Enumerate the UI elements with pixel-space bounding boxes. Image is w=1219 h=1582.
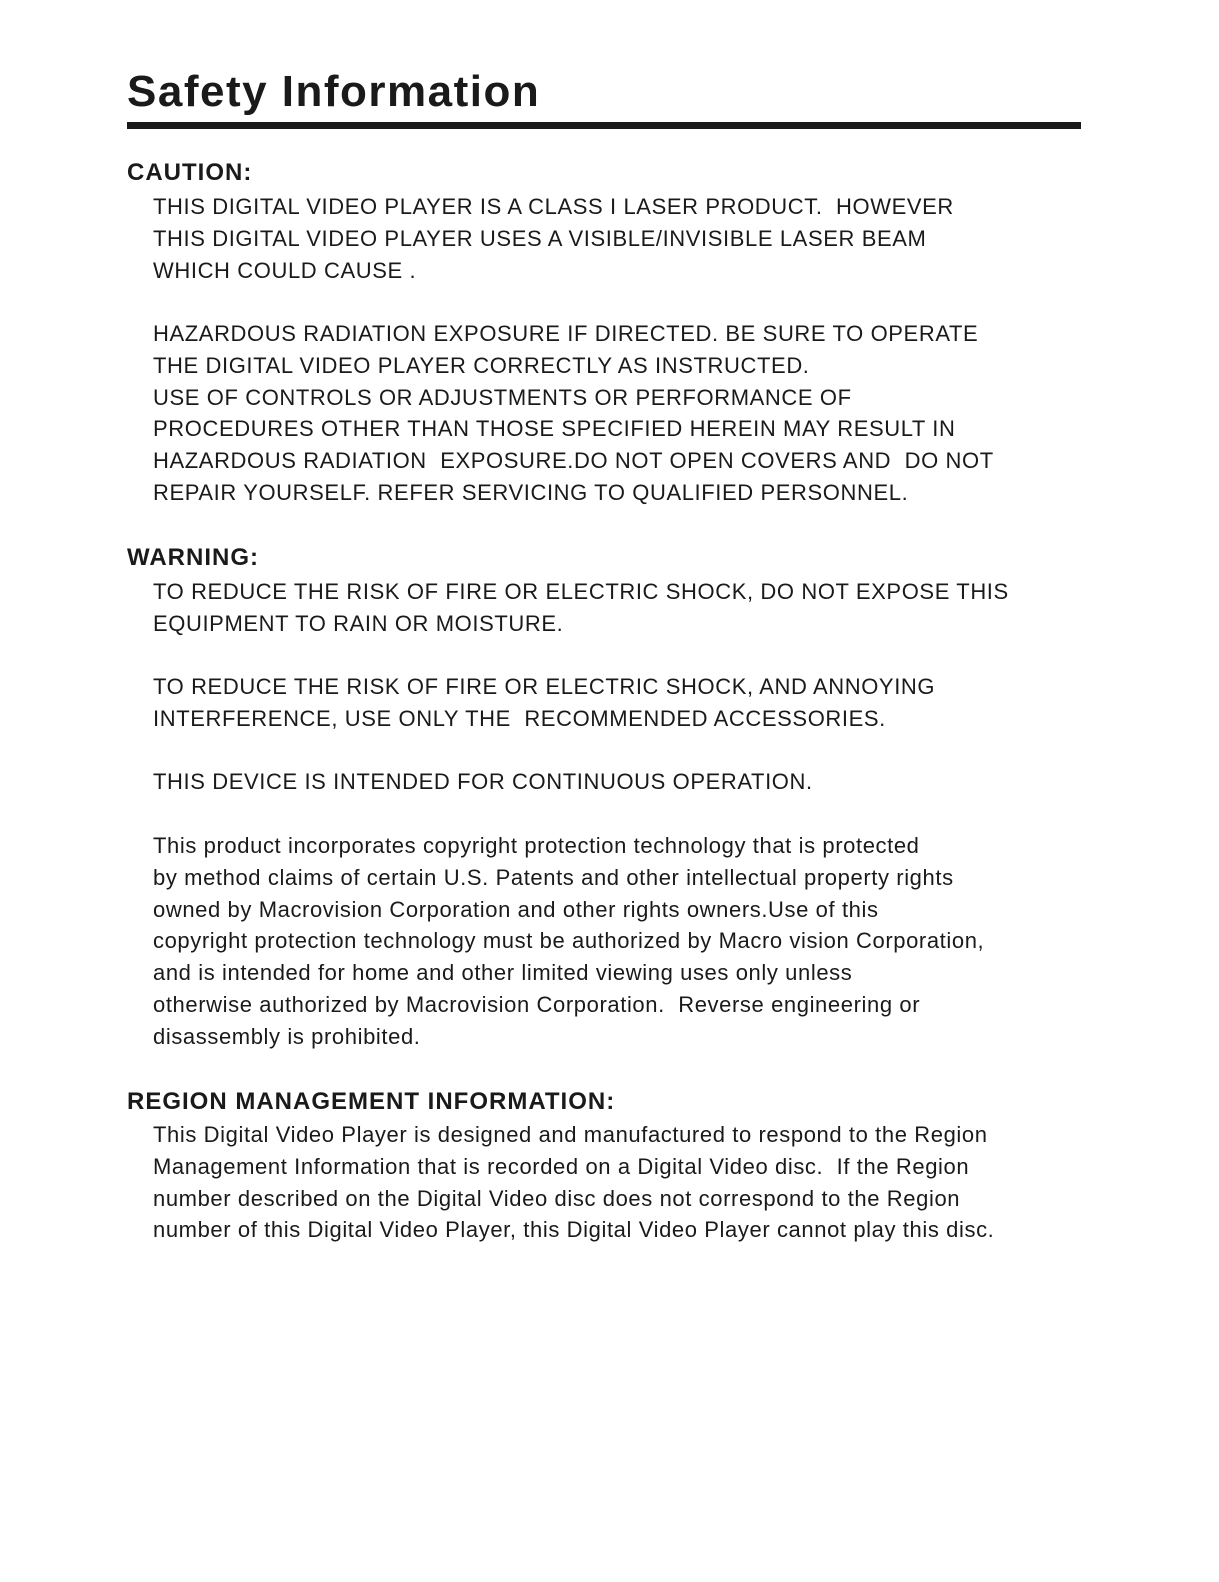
text-line: HAZARDOUS RADIATION EXPOSURE IF DIRECTED. BE SURE TO OPERATE [153,321,979,346]
text-line: WHICH COULD CAUSE . [153,257,417,283]
text-line: HAZARDOUS RADIATION EXPOSURE.DO NOT OPEN COVERS AND DO NOT [153,448,994,474]
text-line: THE DIGITAL VIDEO PLAYER CORRECTLY AS INSTRUCTED. [153,352,810,378]
text-line: by method claims of certain U.S. Patents and other intellectual property rights [153,864,954,890]
text-line: otherwise authorized by Macrovision Corporation. Reverse engineering or [153,991,921,1017]
text-line: owned by Macrovision Corporation and other rights owners.Use of this [153,896,879,922]
copyright-paragraph [153,830,984,1053]
warning-paragraph-1 [153,576,1009,640]
text-line: USE OF CONTROLS OR ADJUSTMENTS OR PERFORMANCE OF [153,384,852,410]
text-line: This Digital Video Player is designed and manufactured to respond to the Region [153,1122,988,1147]
text-line: Management Information that is recorded on a Digital Video disc. If the Region [153,1153,970,1179]
text-line: number of this Digital Video Player, this Digital Video Player cannot play this disc. [153,1217,995,1243]
warning-paragraph-2 [153,671,935,735]
warning-heading: WARNING: [127,544,259,571]
text-line: TO REDUCE THE RISK OF FIRE OR ELECTRIC SHOCK, DO NOT EXPOSE THIS [153,579,1009,604]
text-line: and is intended for home and other limited viewing uses only unless [153,960,853,986]
text-line: TO REDUCE THE RISK OF FIRE OR ELECTRIC SHOCK, AND ANNOYING [153,674,936,699]
region-paragraph [153,1119,994,1246]
text-line: EQUIPMENT TO RAIN OR MOISTURE. [153,610,564,636]
text-line: INTERFERENCE, USE ONLY THE RECOMMENDED ACCESSORIES. [153,705,886,731]
text-line: copyright protection technology must be authorized by Macro vision Corporation, [153,928,985,954]
caution-paragraph-1 [153,191,954,286]
text-line: REPAIR YOURSELF. REFER SERVICING TO QUALIFIED PERSONNEL. [153,479,909,505]
text-line: THIS DIGITAL VIDEO PLAYER USES A VISIBLE/INVISIBLE LASER BEAM [153,225,927,251]
caution-heading: CAUTION: [127,159,253,186]
text-line: PROCEDURES OTHER THAN THOSE SPECIFIED HEREIN MAY RESULT IN [153,416,956,442]
text-line: disassembly is prohibited. [153,1023,421,1049]
title-divider [127,122,1081,129]
text-line: number described on the Digital Video disc does not correspond to the Region [153,1185,961,1211]
caution-paragraph-2 [153,318,994,509]
text-line: THIS DIGITAL VIDEO PLAYER IS A CLASS I LASER PRODUCT. HOWEVER [153,194,954,219]
page-title: Safety Information [127,67,541,116]
region-heading: REGION MANAGEMENT INFORMATION: [127,1088,616,1115]
text-line: This product incorporates copyright protection technology that is protected [153,833,920,858]
warning-paragraph-3 [153,766,813,798]
text-line: THIS DEVICE IS INTENDED FOR CONTINUOUS OPERATION. [153,769,813,794]
